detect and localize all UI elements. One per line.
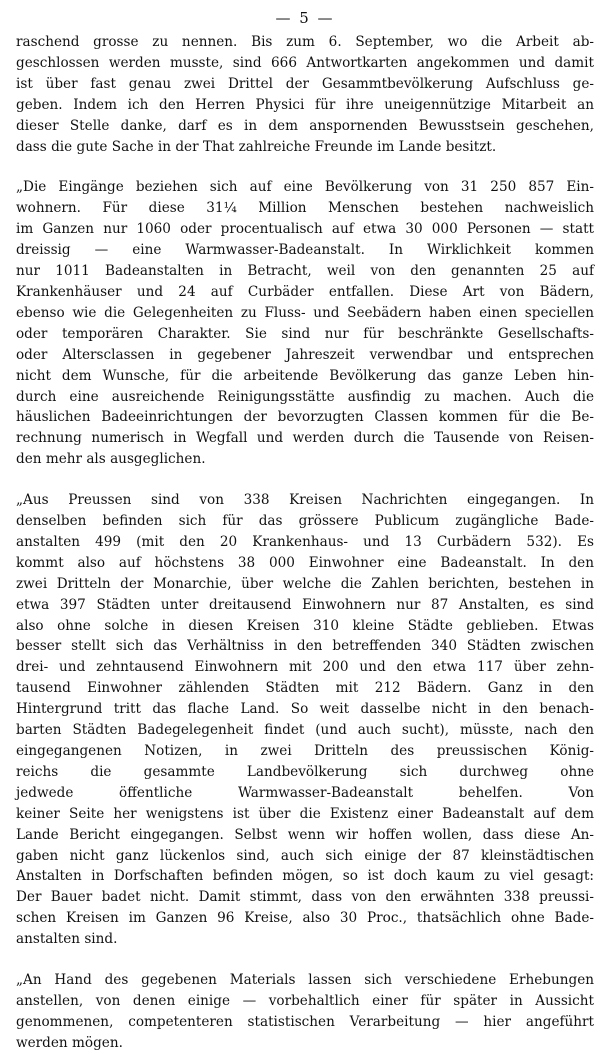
text-line: also ohne solche in diesen Kreisen 310 kleine Städte geblieben. Etwas bbox=[16, 617, 594, 634]
text-line: ebenso wie die Gelegenheiten zu Fluss- und Seebädern haben einen speciellen bbox=[16, 304, 594, 321]
text-line: tausend Einwohner zählenden Städten mit 212 Bädern. Ganz in den bbox=[16, 680, 594, 697]
paragraph-2 bbox=[16, 177, 594, 470]
text-line: Lande Bericht eingegangen. Selbst wenn wir hoffen wollen, dass diese An- bbox=[16, 826, 594, 843]
text-line: werden mögen. bbox=[16, 1034, 123, 1051]
text-line: jedwede öffentliche Warmwasser-Badeanstalt behelfen. Von bbox=[16, 784, 594, 801]
text-line: nur 1011 Badeanstalten in Betracht, weil von den genannten 25 auf bbox=[16, 263, 594, 280]
text-line: den mehr als ausgeglichen. bbox=[16, 451, 206, 468]
text-line: oder Altersclassen in gegebener Jahreszeit verwendbar und entsprechen bbox=[16, 346, 594, 363]
text-line: dreissig — eine Warmwasser-Badeanstalt. In Wirklichkeit kommen bbox=[16, 242, 594, 259]
text-line: Anstalten in Dorfschaften befinden mögen, so ist doch kaum zu viel gesagt: bbox=[16, 868, 594, 885]
text-line: häuslichen Badeeinrichtungen der bevorzugten Classen kommen für die Be- bbox=[16, 409, 594, 426]
page-number: — 5 — bbox=[275, 9, 335, 27]
text-line: „An Hand des gegebenen Materials lassen sich verschiedene Erhebungen bbox=[16, 972, 594, 989]
text-line: anstalten sind. bbox=[16, 931, 118, 948]
text-line: nicht dem Wunsche, für die arbeitende Bevölkerung das ganze Leben hin- bbox=[16, 367, 594, 384]
document-page bbox=[16, 8, 594, 1054]
text-line: genommenen, competenteren statistischen Verarbeitung — hier angeführt bbox=[16, 1013, 594, 1030]
text-line: keiner Seite her wenigstens ist über die Existenz einer Badeanstalt auf dem bbox=[16, 805, 594, 822]
text-line: geben. Indem ich den Herren Physici für ihre uneigennützige Mitarbeit an bbox=[16, 96, 594, 113]
text-line: anstalten 499 (mit den 20 Krankenhaus- und 13 Curbädern 532). Es bbox=[16, 533, 594, 550]
text-line: Krankenhäuser und 24 auf Curbäder entfallen. Diese Art von Bädern, bbox=[16, 283, 594, 300]
text-line: dieser Stelle danke, darf es in dem anspornenden Bewusstsein geschehen, bbox=[16, 117, 594, 134]
text-line: Der Bauer badet nicht. Damit stimmt, dass von den erwähnten 338 preussi- bbox=[16, 889, 594, 906]
text-line: durch eine ausreichende Reinigungsstätte ausfindig zu machen. Auch die bbox=[16, 388, 594, 405]
text-line: im Ganzen nur 1060 oder procentualisch auf etwa 30 000 Personen — statt bbox=[16, 221, 594, 238]
paragraph-4 bbox=[16, 970, 594, 1054]
text-line: reichs die gesammte Landbevölkerung sich durchweg ohne bbox=[16, 763, 594, 780]
text-line: eingegangenen Notizen, in zwei Dritteln des preussischen König- bbox=[16, 743, 594, 759]
text-line: geschlossen werden musste, sind 666 Antwortkarten angekommen und damit bbox=[16, 54, 594, 71]
text-line: drei- und zehntausend Einwohnern mit 200 und den etwa 117 über zehn- bbox=[16, 659, 594, 676]
text-line: besser stellt sich das Verhältniss in den betreffenden 340 Städten zwischen bbox=[16, 638, 594, 655]
text-line: wohnern. Für diese 31¼ Million Menschen bestehen nachweislich bbox=[16, 200, 594, 217]
text-line: zwei Dritteln der Monarchie, über welche die Zahlen berichten, bestehen in bbox=[16, 575, 594, 592]
text-line: Hintergrund tritt das flache Land. So weit dasselbe nicht in den benach- bbox=[16, 701, 594, 718]
paragraph-1 bbox=[16, 32, 594, 157]
text-line: denselben befinden sich für das grössere Publicum zugängliche Bade- bbox=[16, 513, 594, 530]
text-line: „Die Eingänge beziehen sich auf eine Bevölkerung von 31 250 857 Ein- bbox=[16, 179, 594, 196]
text-line: schen Kreisen im Ganzen 96 Kreise, also 30 Proc., thatsächlich ohne Bade- bbox=[16, 910, 594, 927]
text-line: dass die gute Sache in der That zahlreiche Freunde im Lande besitzt. bbox=[16, 138, 497, 155]
text-line: „Aus Preussen sind von 338 Kreisen Nachrichten eingegangen. In bbox=[16, 492, 594, 509]
text-line: gaben nicht ganz lückenlos sind, auch sich einige der 87 kleinstädtischen bbox=[16, 847, 594, 864]
paragraph-3 bbox=[16, 490, 594, 950]
text-line: rechnung numerisch in Wegfall und werden durch die Tausende von Reisen- bbox=[16, 430, 594, 447]
text-line: kommt also auf höchstens 38 000 Einwohner eine Badeanstalt. In den bbox=[16, 554, 594, 571]
text-line: barten Städten Badegelegenheit findet (und auch sucht), müsste, nach den bbox=[16, 722, 594, 739]
text-line: oder temporären Charakter. Sie sind nur für beschränkte Gesellschafts- bbox=[16, 325, 594, 342]
text-line: raschend grosse zu nennen. Bis zum 6. September, wo die Arbeit ab- bbox=[16, 34, 594, 50]
text-line: etwa 397 Städten unter dreitausend Einwohnern nur 87 Anstalten, es sind bbox=[16, 596, 594, 613]
text-line: anstellen, von denen einige — vorbehaltlich einer für später in Aussicht bbox=[16, 992, 594, 1009]
text-line: ist über fast genau zwei Drittel der Gesammtbevölkerung Aufschluss ge- bbox=[16, 75, 594, 92]
